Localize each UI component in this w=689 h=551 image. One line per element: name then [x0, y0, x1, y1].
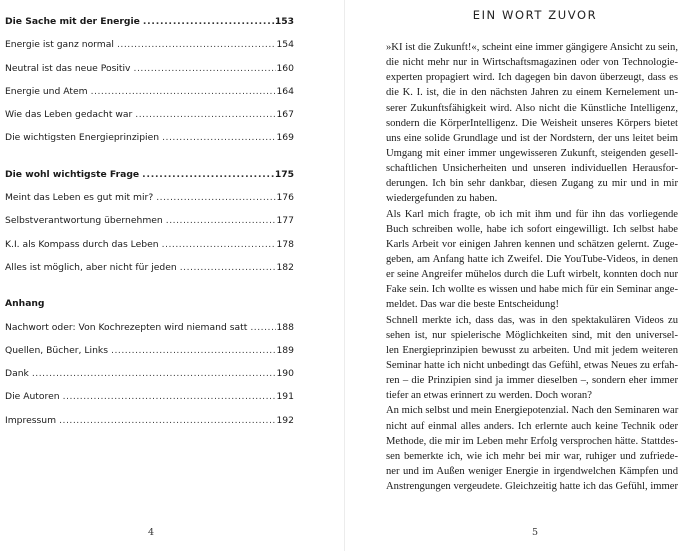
body-line: ner und im Außen weniger Energie in irgendwelchen Kämpfen und — [386, 465, 678, 477]
body-line: wiedergefunden zu haben. — [386, 193, 498, 205]
toc-entry-page: 160 — [276, 62, 294, 74]
body-line: serer Zukunftsfähigkeit wird. Also nicht die Künstliche Intelligenz, — [386, 102, 678, 114]
toc-entry-title: Dank — [5, 368, 29, 380]
toc-entry — [5, 409, 294, 432]
body-line: »KI ist die Zukunft!«, scheint eine immer gängigere Ansicht zu sein, — [386, 42, 678, 53]
body-line: Umgang mit einer immer ungewisseren Zukunft, steigenden gesell- — [386, 147, 678, 159]
toc-entry-title: Die wichtigsten Energieprinzipien — [5, 132, 160, 144]
toc-entry — [5, 103, 294, 126]
toc-entry — [5, 126, 294, 149]
toc-entry-title: Energie und Atem — [5, 85, 88, 97]
right-page-number: 5 — [532, 527, 539, 538]
body-line: experten propagiert wird. Ich dagegen bin davon überzeugt, dass es — [386, 72, 678, 84]
body-line: Schnell merkte ich, dass das, was in den spektakulären Videos zu — [386, 314, 678, 326]
body-line: ren – die Prinzipien sind ja immer dieselben –, sondern eher immer — [386, 375, 678, 387]
toc-leader-dots — [140, 10, 275, 33]
toc-leader-dots — [114, 33, 277, 56]
chapter-title: EIN WORT ZUVOR — [472, 8, 598, 22]
toc-leader-dots — [159, 233, 277, 256]
toc-entry-title: K.I. als Kompass durch das Leben — [5, 238, 159, 250]
body-text — [386, 40, 678, 494]
toc-section — [5, 292, 294, 432]
toc-entry-page: 178 — [276, 238, 294, 250]
toc-leader-dots — [132, 103, 276, 126]
toc-entry-page: 191 — [276, 391, 294, 403]
toc-entry-page: 164 — [276, 85, 294, 97]
body-line: schaftlichen Unsicherheiten und unseren individuellen Herausfor- — [386, 163, 678, 175]
toc-section-heading — [5, 163, 294, 186]
table-of-contents — [5, 10, 294, 445]
body-line: sen bemerkte ich, wie ich mehr bei mir war, ruhiger und zufriede- — [386, 450, 678, 462]
toc-entry — [5, 33, 294, 56]
body-line: Anstrengungen vergeudete. Gleichzeitig hatte ich das Gefühl, immer — [386, 481, 678, 493]
toc-entry-title: Neutral ist das neue Positiv — [5, 62, 131, 74]
body-line: Karls Arbeit vor einigen Jahren kennen und schätzen gelernt. Zuge- — [386, 238, 678, 250]
toc-section-heading — [5, 10, 294, 33]
toc-entry — [5, 233, 294, 256]
toc-leader-dots — [177, 256, 277, 279]
toc-leader-dots — [60, 385, 277, 408]
toc-entry-page: 167 — [276, 109, 294, 121]
body-line: An mich selbst und mein Energiepotenzial. Nach den Seminaren war — [386, 405, 679, 417]
body-line: nicht auf einmal alles anders. Ich erlernte auch keine Technik oder — [386, 420, 678, 432]
body-line: len Energieprinzipien bewusst zu arbeiten. Und mit jedem weiteren — [386, 344, 678, 356]
body-line: tiefer an etwas erinnert zu werden. Doch woran? — [386, 390, 592, 402]
toc-leader-dots — [159, 126, 276, 149]
toc-entry-title: Selbstverantwortung übernehmen — [5, 215, 163, 227]
toc-entry — [5, 57, 294, 80]
toc-entry — [5, 385, 294, 408]
toc-entry — [5, 186, 294, 209]
left-page-number: 4 — [148, 527, 155, 538]
toc-entry-page: 189 — [276, 344, 294, 356]
body-line: meldet. Das war die beste Entscheidung! — [386, 299, 559, 311]
body-line: uns eine solide Grundlage und ist der Nordstern, der uns leitet beim — [386, 132, 678, 144]
body-line: sehen ist, nur spielerische Möglichkeiten sind, mit den universel- — [386, 329, 678, 341]
toc-entry-page: 177 — [276, 215, 294, 227]
toc-entry-page: 188 — [276, 321, 294, 333]
toc-heading-page: 153 — [274, 16, 294, 27]
toc-leader-dots — [139, 163, 275, 186]
toc-leader-dots — [88, 80, 277, 103]
body-line: die K. I. ist, die in den nächsten Jahren zu einem Kernelement un- — [386, 87, 678, 99]
body-line: er seine Angreifer mühelos durch die Luft wirbelt, konnten doch nur — [386, 269, 678, 281]
toc-heading-title: Die wohl wichtigste Frage — [5, 168, 140, 180]
body-line: Seminar hatte ich nicht unbedingt das Gefühl, etwas Neues zu erfah- — [386, 359, 678, 371]
toc-entry-page: 182 — [276, 261, 294, 273]
toc-entry-title: Meint das Leben es gut mit mir? — [5, 192, 154, 204]
toc-section — [5, 10, 294, 150]
toc-entry-title: Energie ist ganz normal — [5, 39, 114, 51]
toc-entry — [5, 256, 294, 279]
toc-heading-page: 175 — [274, 168, 294, 180]
toc-entry — [5, 209, 294, 232]
toc-entry — [5, 316, 294, 339]
toc-entry-page: 169 — [276, 132, 294, 144]
body-line: die nicht mehr nur in Wirtschaftsmagazinen oder von Technologie- — [386, 57, 678, 69]
toc-entry-page: 176 — [276, 192, 294, 204]
toc-entry — [5, 339, 294, 362]
toc-entry-page: 190 — [276, 368, 294, 380]
toc-leader-dots — [29, 362, 277, 385]
right-page — [345, 0, 689, 551]
toc-section — [5, 163, 294, 279]
toc-leader-dots — [108, 339, 276, 362]
body-line: Als Karl mich fragte, ob ich mit ihm und für ihn das vorliegende — [386, 208, 678, 220]
toc-entry-title: Die Autoren — [5, 391, 60, 403]
toc-section-heading: Anhang — [5, 298, 45, 310]
body-line: derungen. Ich bin sehr dankbar, diesen Zugang zu mir und in mir — [386, 178, 678, 190]
toc-leader-dots — [247, 316, 276, 339]
toc-leader-dots — [131, 57, 277, 80]
toc-entry — [5, 80, 294, 103]
toc-entry-title: Nachwort oder: Von Kochrezepten wird niemand satt — [5, 321, 248, 333]
toc-entry — [5, 362, 294, 385]
body-line: geben, am Anfang hatte ich Zweifel. Die YouTube-Videos, in denen — [386, 253, 678, 265]
toc-leader-dots — [163, 209, 277, 232]
toc-leader-dots — [153, 186, 276, 209]
left-page — [0, 0, 344, 551]
toc-entry-title: Alles ist möglich, aber nicht für jeden — [5, 261, 177, 273]
toc-entry-page: 192 — [276, 414, 294, 426]
toc-entry-title: Quellen, Bücher, Links — [5, 344, 109, 356]
body-line: Methode, die mir im Leben mehr Erfolg versprochen hätte. Stattdes- — [386, 435, 678, 447]
toc-entry-title: Impressum — [5, 414, 57, 426]
body-line: sondern die KörperIntelligenz. Die Weisheit unseres Körpers bietet — [386, 117, 678, 129]
body-line: Buch schreiben wolle, habe ich sofort eingewilligt. Ich selbst habe — [386, 223, 678, 235]
toc-entry-page: 154 — [276, 39, 294, 51]
toc-entry-title: Wie das Leben gedacht war — [5, 109, 133, 121]
body-line: Fake sein. Ich wollte es wissen und habe mich für ein Seminar ange- — [386, 284, 678, 296]
toc-leader-dots — [56, 409, 276, 432]
toc-heading-title: Die Sache mit der Energie — [5, 16, 140, 27]
